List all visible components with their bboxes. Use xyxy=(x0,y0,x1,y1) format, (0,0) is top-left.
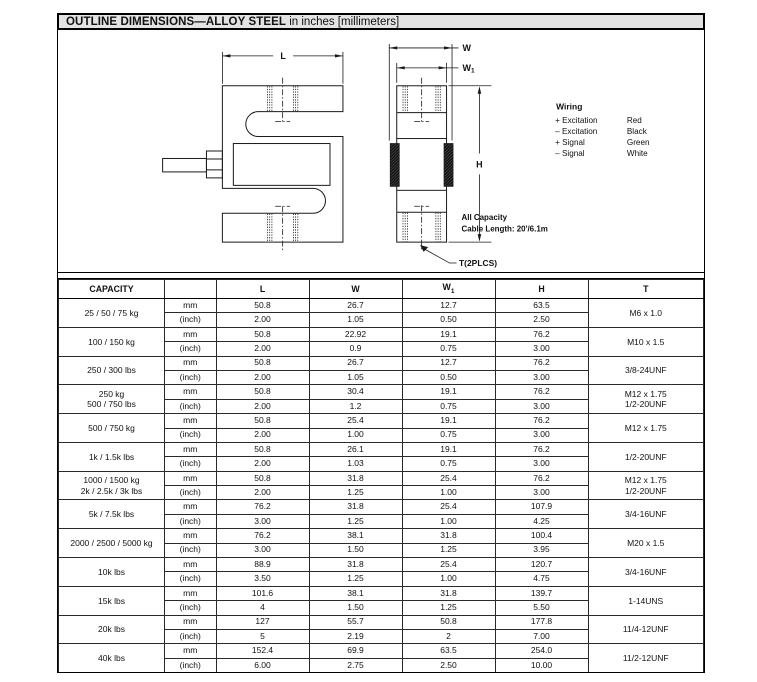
value-h-inch: 4.75 xyxy=(495,572,588,586)
value-w-mm: 55.7 xyxy=(309,615,402,629)
unit-label-mm: mm xyxy=(165,500,217,514)
value-w1-inch: 2.50 xyxy=(402,658,495,672)
unit-label-inch: (inch) xyxy=(165,428,217,442)
value-w-inch: 1.05 xyxy=(309,313,402,327)
value-w1-mm: 31.8 xyxy=(402,586,495,600)
value-w-inch: 1.05 xyxy=(309,370,402,384)
capacity-cell: 1000 / 1500 kg 2k / 2.5k / 3k lbs xyxy=(59,471,165,500)
value-h-inch: 3.00 xyxy=(495,457,588,471)
value-w-inch: 1.2 xyxy=(309,399,402,413)
table-row xyxy=(59,299,704,313)
thread-spec-cell: M10 x 1.5 xyxy=(588,327,704,356)
table-row xyxy=(59,356,704,370)
capacity-cell: 100 / 150 kg xyxy=(59,327,165,356)
header-w1: $W_1$ xyxy=(402,280,495,299)
value-l-mm: 76.2 xyxy=(216,500,309,514)
table-row xyxy=(59,558,704,572)
thread-spec-cell: 3/4-16UNF xyxy=(588,558,704,587)
value-w1-inch: 1.25 xyxy=(402,601,495,615)
value-w1-inch: 1.25 xyxy=(402,543,495,557)
capacity-cell: 2000 / 2500 / 5000 kg xyxy=(59,529,165,558)
value-l-mm: 50.8 xyxy=(216,385,309,399)
value-l-inch: 2.00 xyxy=(216,399,309,413)
unit-label-mm: mm xyxy=(165,586,217,600)
value-h-mm: 76.2 xyxy=(495,471,588,485)
boot-right xyxy=(444,144,453,187)
outline-drawing xyxy=(58,30,704,272)
value-l-mm: 50.8 xyxy=(216,327,309,341)
value-w1-mm: 25.4 xyxy=(402,558,495,572)
unit-label-mm: mm xyxy=(165,414,217,428)
section-title: OUTLINE DIMENSIONS—ALLOY STEEL xyxy=(66,15,287,28)
value-l-mm: 76.2 xyxy=(216,529,309,543)
unit-label-mm: mm xyxy=(165,299,217,313)
capacity-cell: 250 / 300 lbs xyxy=(59,356,165,385)
value-h-mm: 177.8 xyxy=(495,615,588,629)
wiring-color: Red xyxy=(626,116,642,126)
value-l-inch: 2.00 xyxy=(216,428,309,442)
thread-spec-cell: 1/2-20UNF xyxy=(588,442,704,471)
wiring-terminal: + Signal xyxy=(555,138,585,148)
value-w1-inch: 0.75 xyxy=(402,342,495,356)
value-w-mm: 69.9 xyxy=(309,644,402,658)
value-w-mm: 31.8 xyxy=(309,471,402,485)
value-w1-inch: 0.50 xyxy=(402,313,495,327)
drawing-area xyxy=(57,30,705,273)
value-w-inch: 2.75 xyxy=(309,658,402,672)
value-w1-mm: 19.1 xyxy=(402,327,495,341)
value-w1-mm: 12.7 xyxy=(402,356,495,370)
value-h-inch: 5.50 xyxy=(495,601,588,615)
unit-label-mm: mm xyxy=(165,615,217,629)
front-bottom-block xyxy=(397,190,447,242)
thread-spec-cell: M12 x 1.75 1/2-20UNF xyxy=(588,385,704,414)
table-row xyxy=(59,644,704,658)
capacity-cell: 500 / 750 kg xyxy=(59,414,165,443)
value-h-inch: 10.00 xyxy=(495,658,588,672)
value-h-inch: 3.00 xyxy=(495,370,588,384)
wiring-color: Green xyxy=(626,138,650,148)
header-t: T xyxy=(588,280,704,299)
value-w1-inch: 0.50 xyxy=(402,370,495,384)
value-h-inch: 7.00 xyxy=(495,629,588,643)
header-l: L xyxy=(216,280,309,299)
capacity-cell: 25 / 50 / 75 kg xyxy=(59,299,165,328)
unit-label-mm: mm xyxy=(165,471,217,485)
value-w-mm: 26.1 xyxy=(309,442,402,456)
cable-note-line1: All Capacity xyxy=(461,213,508,223)
value-h-mm: 76.2 xyxy=(495,414,588,428)
value-l-mm: 50.8 xyxy=(216,299,309,313)
value-w-mm: 31.8 xyxy=(309,558,402,572)
value-w1-inch: 0.75 xyxy=(402,399,495,413)
value-h-mm: 139.7 xyxy=(495,586,588,600)
value-h-inch: 3.00 xyxy=(495,428,588,442)
capacity-cell: 1k / 1.5k lbs xyxy=(59,442,165,471)
value-h-inch: 3.00 xyxy=(495,486,588,500)
value-h-mm: 76.2 xyxy=(495,385,588,399)
value-w-inch: 1.25 xyxy=(309,572,402,586)
table-header-row xyxy=(59,280,704,299)
value-w-inch: 1.25 xyxy=(309,486,402,500)
value-l-inch: 3.00 xyxy=(216,514,309,528)
value-w1-inch: 0.75 xyxy=(402,457,495,471)
value-w1-mm: 50.8 xyxy=(402,615,495,629)
value-h-mm: 107.9 xyxy=(495,500,588,514)
unit-label-inch: (inch) xyxy=(165,486,217,500)
value-w-mm: 25.4 xyxy=(309,414,402,428)
unit-label-mm: mm xyxy=(165,327,217,341)
value-w1-mm: 63.5 xyxy=(402,644,495,658)
value-h-mm: 120.7 xyxy=(495,558,588,572)
value-w-mm: 38.1 xyxy=(309,529,402,543)
thread-spec-cell: M12 x 1.75 xyxy=(588,414,704,443)
value-l-inch: 5 xyxy=(216,629,309,643)
dim-W1 xyxy=(397,63,459,83)
value-l-inch: 2.00 xyxy=(216,457,309,471)
value-w1-inch: 2 xyxy=(402,629,495,643)
value-w-mm: 26.7 xyxy=(309,299,402,313)
unit-label-inch: (inch) xyxy=(165,543,217,557)
thread-spec-cell: M20 x 1.5 xyxy=(588,529,704,558)
value-w1-mm: 19.1 xyxy=(402,442,495,456)
capacity-cell: 20k lbs xyxy=(59,615,165,644)
table-row xyxy=(59,586,704,600)
value-w-mm: 30.4 xyxy=(309,385,402,399)
dimensions-table xyxy=(58,279,704,673)
dim-label-H: H xyxy=(476,159,483,170)
section-title-units: in inches [millimeters] xyxy=(286,15,400,28)
value-l-inch: 2.00 xyxy=(216,313,309,327)
value-h-inch: 2.50 xyxy=(495,313,588,327)
value-w-inch: 1.00 xyxy=(309,428,402,442)
section-header xyxy=(57,13,705,30)
value-h-inch: 3.95 xyxy=(495,543,588,557)
value-w1-mm: 25.4 xyxy=(402,500,495,514)
value-w1-mm: 19.1 xyxy=(402,414,495,428)
capacity-cell: 15k lbs xyxy=(59,586,165,615)
s-cell-window xyxy=(233,144,330,186)
wiring-color: White xyxy=(626,148,648,158)
unit-label-inch: (inch) xyxy=(165,601,217,615)
value-w-mm: 26.7 xyxy=(309,356,402,370)
value-l-mm: 127 xyxy=(216,615,309,629)
value-w1-mm: 31.8 xyxy=(402,529,495,543)
table-row xyxy=(59,500,704,514)
wiring-terminal: – Signal xyxy=(555,148,585,158)
table-row xyxy=(59,529,704,543)
value-l-mm: 50.8 xyxy=(216,442,309,456)
dimensions-table-container xyxy=(57,278,705,673)
value-h-mm: 63.5 xyxy=(495,299,588,313)
unit-label-inch: (inch) xyxy=(165,342,217,356)
unit-label-inch: (inch) xyxy=(165,457,217,471)
value-l-mm: 50.8 xyxy=(216,471,309,485)
unit-label-mm: mm xyxy=(165,558,217,572)
value-l-inch: 3.00 xyxy=(216,543,309,557)
cable xyxy=(163,158,207,171)
value-w1-mm: 25.4 xyxy=(402,471,495,485)
wiring-color: Black xyxy=(626,127,647,137)
capacity-cell: 40k lbs xyxy=(59,644,165,673)
thread-spec-cell: 11/2-12UNF xyxy=(588,644,704,673)
thread-callout-leader xyxy=(420,245,456,263)
header-w: W xyxy=(309,280,402,299)
value-l-mm: 50.8 xyxy=(216,414,309,428)
unit-label-inch: (inch) xyxy=(165,370,217,384)
unit-label-mm: mm xyxy=(165,385,217,399)
value-h-inch: 3.00 xyxy=(495,399,588,413)
thread-spec-cell: 11/4-12UNF xyxy=(588,615,704,644)
value-l-inch: 2.00 xyxy=(216,370,309,384)
value-w1-inch: 1.00 xyxy=(402,514,495,528)
capacity-cell: 250 kg 500 / 750 lbs xyxy=(59,385,165,414)
capacity-cell: 10k lbs xyxy=(59,558,165,587)
unit-label-inch: (inch) xyxy=(165,399,217,413)
value-l-inch: 2.00 xyxy=(216,342,309,356)
boot-left xyxy=(390,144,399,187)
value-w-inch: 1.50 xyxy=(309,601,402,615)
dim-label-W1: W1 xyxy=(462,62,475,75)
wiring-title: Wiring xyxy=(556,101,583,112)
header-unit xyxy=(165,280,217,299)
value-w-inch: 2.19 xyxy=(309,629,402,643)
wiring-terminal: – Excitation xyxy=(555,127,598,137)
value-h-mm: 76.2 xyxy=(495,442,588,456)
unit-label-mm: mm xyxy=(165,644,217,658)
content-box xyxy=(57,13,705,673)
cable-note-line2: Cable Length: 20'/6.1m xyxy=(461,224,548,234)
thread-spec-cell: 1-14UNS xyxy=(588,586,704,615)
value-w1-inch: 1.00 xyxy=(402,486,495,500)
table-row xyxy=(59,414,704,428)
thread-spec-cell: M6 x 1.0 xyxy=(588,299,704,328)
unit-label-inch: (inch) xyxy=(165,514,217,528)
value-l-mm: 101.6 xyxy=(216,586,309,600)
dim-label-W: W xyxy=(462,42,471,53)
value-w1-inch: 1.00 xyxy=(402,572,495,586)
value-h-inch: 4.25 xyxy=(495,514,588,528)
table-row xyxy=(59,327,704,341)
table-row xyxy=(59,385,704,399)
value-w-inch: 1.50 xyxy=(309,543,402,557)
value-l-mm: 88.9 xyxy=(216,558,309,572)
wiring-terminal: + Excitation xyxy=(555,116,598,126)
value-h-inch: 3.00 xyxy=(495,342,588,356)
value-l-inch: 6.00 xyxy=(216,658,309,672)
value-h-mm: 76.2 xyxy=(495,327,588,341)
header-h: H xyxy=(495,280,588,299)
value-w-inch: 0.9 xyxy=(309,342,402,356)
table-row xyxy=(59,471,704,485)
cable-gland-nut xyxy=(206,151,222,178)
table-row xyxy=(59,615,704,629)
value-w-inch: 1.03 xyxy=(309,457,402,471)
value-h-mm: 76.2 xyxy=(495,356,588,370)
value-w1-mm: 12.7 xyxy=(402,299,495,313)
value-w1-mm: 19.1 xyxy=(402,385,495,399)
header-capacity: CAPACITY xyxy=(59,280,165,299)
unit-label-mm: mm xyxy=(165,442,217,456)
thread-callout-label: T(2PLCS) xyxy=(459,258,498,269)
thread-spec-cell: 3/4-16UNF xyxy=(588,500,704,529)
unit-label-inch: (inch) xyxy=(165,313,217,327)
value-w-mm: 38.1 xyxy=(309,586,402,600)
table-row xyxy=(59,442,704,456)
value-l-inch: 3.50 xyxy=(216,572,309,586)
value-w-mm: 22.92 xyxy=(309,327,402,341)
value-l-mm: 152.4 xyxy=(216,644,309,658)
dim-label-L: L xyxy=(280,50,286,61)
wiring-legend xyxy=(555,116,649,158)
unit-label-mm: mm xyxy=(165,356,217,370)
value-w-inch: 1.25 xyxy=(309,514,402,528)
value-l-inch: 4 xyxy=(216,601,309,615)
capacity-cell: 5k / 7.5k lbs xyxy=(59,500,165,529)
value-l-inch: 2.00 xyxy=(216,486,309,500)
unit-label-inch: (inch) xyxy=(165,572,217,586)
unit-label-mm: mm xyxy=(165,529,217,543)
value-h-mm: 254.0 xyxy=(495,644,588,658)
value-w1-inch: 0.75 xyxy=(402,428,495,442)
value-l-mm: 50.8 xyxy=(216,356,309,370)
thread-spec-cell: M12 x 1.75 1/2-20UNF xyxy=(588,471,704,500)
value-w-mm: 31.8 xyxy=(309,500,402,514)
unit-label-inch: (inch) xyxy=(165,658,217,672)
thread-spec-cell: 3/8-24UNF xyxy=(588,356,704,385)
value-h-mm: 100.4 xyxy=(495,529,588,543)
unit-label-inch: (inch) xyxy=(165,629,217,643)
